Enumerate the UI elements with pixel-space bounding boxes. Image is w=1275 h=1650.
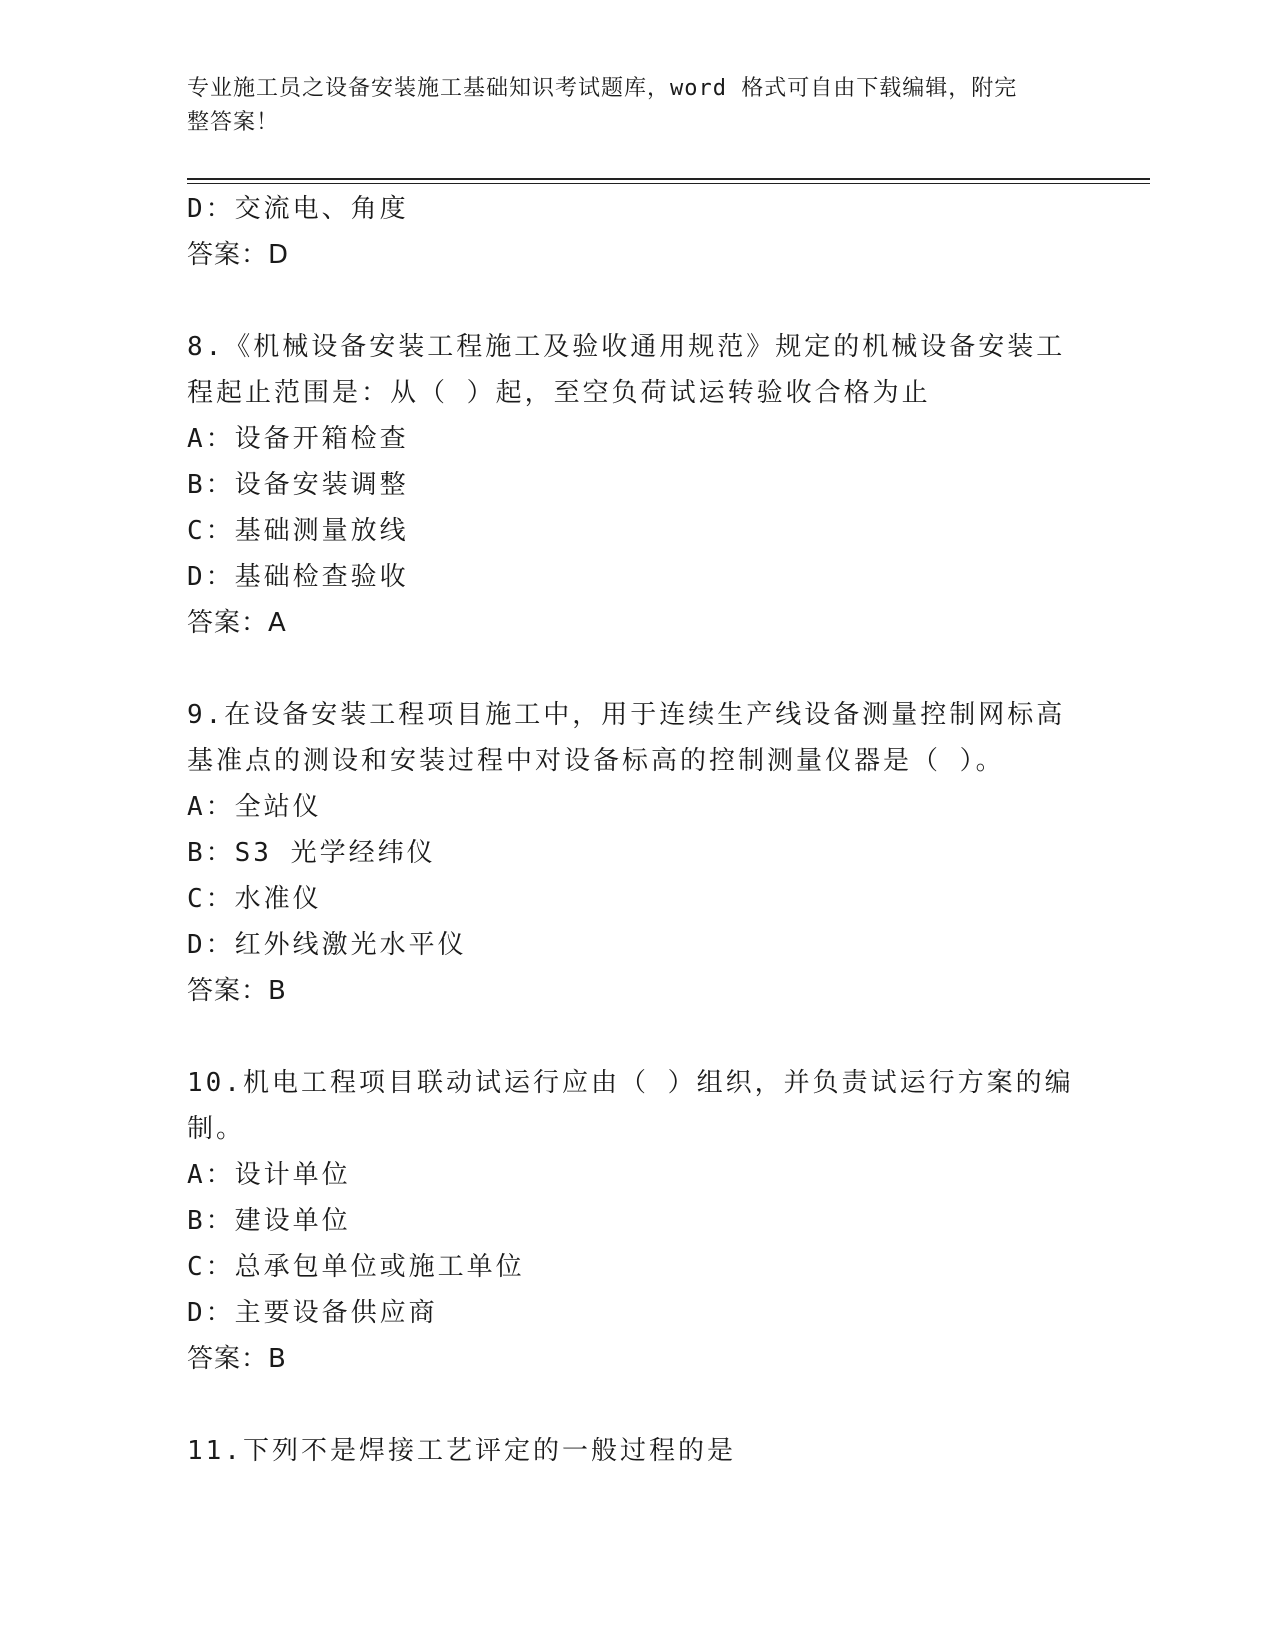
question-11 (187, 1428, 1087, 1474)
option-a: A：设备开箱检查 (187, 424, 409, 454)
answer-line: 答案：B (187, 976, 287, 1006)
option-c: C：基础测量放线 (187, 516, 409, 546)
question-list (187, 186, 1087, 1474)
question-text-line: 11.下列不是焊接工艺评定的一般过程的是 (187, 1436, 736, 1466)
header-rule-thick (187, 178, 1150, 180)
spacer (187, 1382, 1087, 1428)
header-rule-thin (187, 183, 1150, 184)
question-text-line: 制。 (187, 1114, 246, 1144)
header-line-1: 专业施工员之设备安装施工基础知识考试题库，word 格式可自由下载编辑，附完 (187, 76, 1018, 101)
question-8 (187, 324, 1087, 646)
document-header (187, 72, 1067, 140)
option-c: C：水准仪 (187, 884, 322, 914)
option-b: B：设备安装调整 (187, 470, 409, 500)
spacer (187, 1014, 1087, 1060)
option-c: C：总承包单位或施工单位 (187, 1252, 525, 1282)
question-text-line: 程起止范围是：从（ ）起，至空负荷试运转验收合格为止 (187, 378, 931, 408)
spacer (187, 646, 1087, 692)
question-7-tail (187, 186, 1087, 278)
question-text-line: 基准点的测设和安装过程中对设备标高的控制测量仪器是（ ）。 (187, 746, 1005, 776)
answer-line: 答案：D (187, 240, 290, 270)
option-a: A：全站仪 (187, 792, 322, 822)
spacer (187, 278, 1087, 324)
option-b: B：建设单位 (187, 1206, 351, 1236)
question-9 (187, 692, 1087, 1014)
question-text-line: 10.机电工程项目联动试运行应由（ ）组织，并负责试运行方案的编 (187, 1068, 1074, 1098)
question-text-line: 8.《机械设备安装工程施工及验收通用规范》规定的机械设备安装工 (187, 332, 1066, 362)
option-a: A：设计单位 (187, 1160, 351, 1190)
header-line-2: 整答案！ (187, 110, 280, 135)
option-d: D：交流电、角度 (187, 194, 409, 224)
question-text-line: 9.在设备安装工程项目施工中，用于连续生产线设备测量控制网标高 (187, 700, 1066, 730)
answer-line: 答案：A (187, 608, 287, 638)
answer-line: 答案：B (187, 1344, 287, 1374)
option-b: B：S3 光学经纬仪 (187, 838, 436, 868)
option-d: D：主要设备供应商 (187, 1298, 438, 1328)
option-d: D：基础检查验收 (187, 562, 409, 592)
option-d: D：红外线激光水平仪 (187, 930, 467, 960)
question-10 (187, 1060, 1087, 1382)
